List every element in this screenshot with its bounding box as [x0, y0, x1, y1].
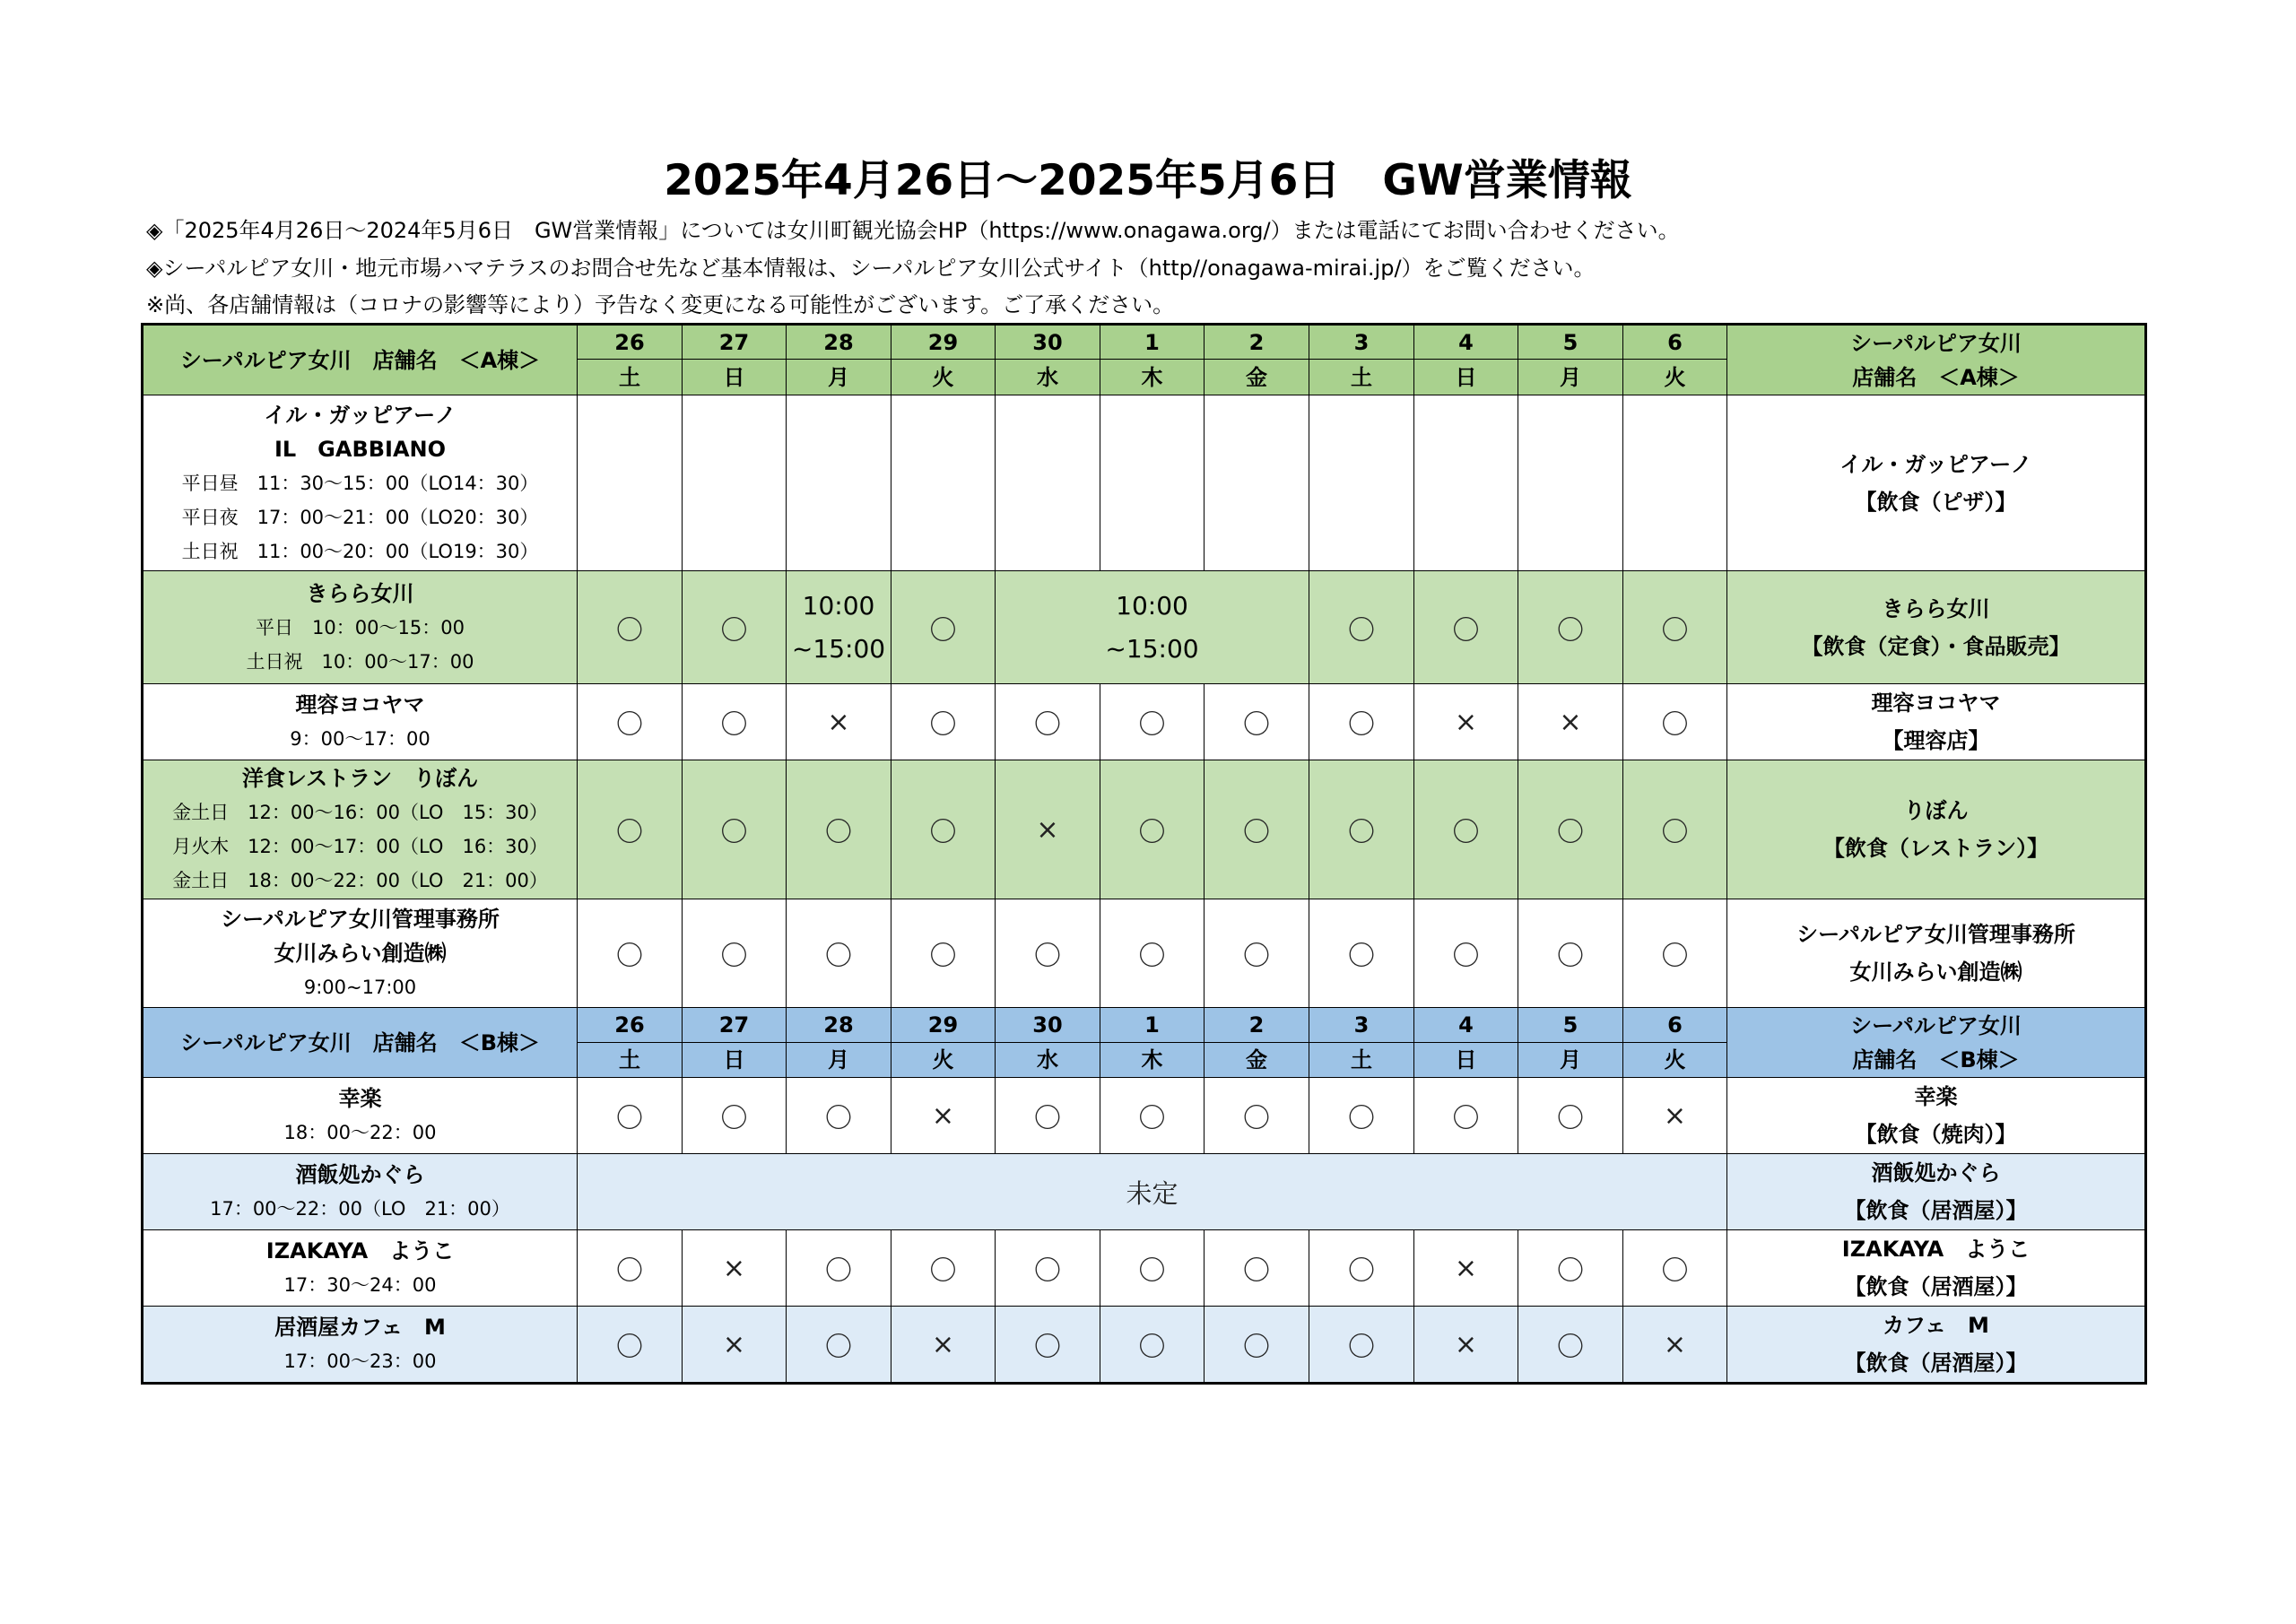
header-weekday: 月: [1518, 1043, 1623, 1078]
store-hours: 金土日 12：00～16：00（LO 15：30）: [172, 802, 548, 823]
status-cell: 〇: [683, 1078, 787, 1154]
store-name: 女川みらい創造㈱: [274, 941, 447, 966]
status-cell: 〇: [578, 760, 683, 899]
status-cell: 〇: [1518, 1078, 1623, 1154]
schedule-table: [141, 323, 2147, 1385]
status-cell: 〇: [1309, 760, 1414, 899]
store-hours: 9:00~17:00: [303, 977, 417, 998]
store-hours: 17：00～22：00（LO 21：00）: [210, 1198, 510, 1220]
header-date: 27: [683, 1008, 787, 1043]
header-weekday: 日: [1414, 1043, 1518, 1078]
store-category-line: 女川みらい創造㈱: [1849, 960, 2022, 985]
store-info: [143, 899, 578, 1008]
store-hours: 18：00～22：00: [283, 1122, 437, 1143]
store-row: [143, 395, 2146, 571]
status-cell: 〇: [1100, 684, 1205, 760]
status-cell: [1414, 395, 1518, 571]
status-cell: 〇: [891, 1230, 996, 1307]
header-weekday: 日: [1414, 360, 1518, 395]
header-date: 2: [1205, 325, 1309, 360]
store-row: [143, 1230, 2146, 1307]
status-cell: 〇: [996, 1078, 1100, 1154]
header-date: 30: [996, 325, 1100, 360]
time-line: ~15:00: [791, 633, 886, 664]
time-line: ~15:00: [1105, 633, 1199, 664]
store-category: [1727, 1307, 2146, 1384]
store-category-line: イル・ガッピアーノ: [1839, 451, 2032, 477]
header-date: 6: [1623, 1008, 1727, 1043]
store-category-line: りぼん: [1903, 798, 1969, 823]
store-name: イル・ガッピアーノ: [264, 402, 457, 428]
status-cell: 〇: [891, 899, 996, 1008]
store-hours: 土日祝 10：00～17：00: [246, 650, 474, 673]
header-right-line: シーパルピア女川: [1850, 330, 2022, 356]
status-cell: 〇: [1414, 571, 1518, 684]
status-cell: ×: [1623, 1078, 1727, 1154]
status-cell: 〇: [578, 1078, 683, 1154]
header-weekday: 土: [578, 360, 683, 395]
status-cell: 〇: [578, 684, 683, 760]
store-category-line: 【飲食（居酒屋）】: [1844, 1198, 2028, 1223]
status-cell: 〇: [1623, 899, 1727, 1008]
store-category: [1727, 684, 2146, 760]
note-line-1: ◈「2025年4月26日～2024年5月6日 GW営業情報」については女川町観光協会HP（https://www.onagawa.org/）または電話にてお問い合わせください。: [146, 218, 1680, 243]
status-cell: 〇: [1414, 760, 1518, 899]
status-cell: 〇: [1518, 571, 1623, 684]
header-date: 3: [1309, 1008, 1414, 1043]
header-row-dates: [143, 325, 2146, 360]
store-category-line: 【理容店】: [1882, 728, 1990, 753]
header-row-dates: [143, 1008, 2146, 1043]
header-weekday: 土: [1309, 360, 1414, 395]
status-cell: 〇: [1414, 1078, 1518, 1154]
header-weekday: 水: [996, 1043, 1100, 1078]
store-hours: 9：00～17：00: [290, 728, 430, 750]
header-date: 1: [1100, 1008, 1205, 1043]
store-hours: 平日夜 17：00～21：00（LO20：30）: [181, 506, 539, 528]
store-info: [143, 571, 578, 684]
header-weekday: 火: [1623, 360, 1727, 395]
status-cell: 〇: [578, 571, 683, 684]
status-cell: [1100, 395, 1205, 571]
header-weekday: 水: [996, 360, 1100, 395]
store-category-line: 理容ヨコヤマ: [1871, 690, 2001, 716]
store-row: [143, 1154, 2146, 1230]
status-cell: [1623, 395, 1727, 571]
status-cell: 〇: [683, 684, 787, 760]
status-cell: 〇: [578, 1230, 683, 1307]
status-cell: 〇: [1518, 1230, 1623, 1307]
status-cell: 〇: [1623, 571, 1727, 684]
header-date: 26: [578, 325, 683, 360]
header-right-line: 店舗名 ＜B棟＞: [1852, 1046, 2020, 1073]
status-cell: 〇: [1100, 1307, 1205, 1384]
status-cell: 〇: [1205, 1307, 1309, 1384]
status-cell: 〇: [996, 899, 1100, 1008]
store-hours: 平日 10：00～15：00: [256, 616, 465, 638]
store-category-line: 【飲食（定食）・食品販売】: [1801, 633, 2071, 659]
status-cell: 〇: [1518, 1307, 1623, 1384]
status-cell: 〇: [1309, 1230, 1414, 1307]
store-category-line: 酒飯処かぐら: [1871, 1160, 2001, 1185]
store-hours: 金土日 18：00～22：00（LO 21：00）: [172, 870, 548, 891]
status-cell: 〇: [578, 1307, 683, 1384]
store-category: [1727, 1230, 2146, 1307]
undecided-cell: 未定: [578, 1154, 1727, 1230]
status-cell: 〇: [1309, 1078, 1414, 1154]
status-cell: ×: [996, 760, 1100, 899]
store-info: [143, 1307, 578, 1384]
store-hours: 月火木 12：00～17：00（LO 16：30）: [172, 836, 548, 857]
status-cell: 〇: [787, 899, 891, 1008]
status-cell: 〇: [1205, 1230, 1309, 1307]
status-cell: 〇: [683, 571, 787, 684]
store-category-line: 【飲食（ピザ）】: [1855, 489, 2017, 515]
header-date: 3: [1309, 325, 1414, 360]
status-cell: 〇: [891, 571, 996, 684]
status-cell: [891, 395, 996, 571]
header-store-name: シーパルピア女川 店舗名 ＜A棟＞: [143, 325, 578, 395]
header-weekday: 日: [683, 1043, 787, 1078]
store-info: [143, 1230, 578, 1307]
store-category-line: カフェ M: [1883, 1313, 1989, 1338]
header-date: 29: [891, 325, 996, 360]
status-cell: 〇: [1205, 899, 1309, 1008]
status-cell: 〇: [1623, 760, 1727, 899]
store-info: [143, 1154, 578, 1230]
status-cell: ×: [1414, 1230, 1518, 1307]
status-cell: 〇: [996, 684, 1100, 760]
status-cell: 〇: [1309, 684, 1414, 760]
header-date: 30: [996, 1008, 1100, 1043]
header-weekday: 木: [1100, 1043, 1205, 1078]
status-cell: 〇: [1309, 571, 1414, 684]
header-weekday: 日: [683, 360, 787, 395]
header-store-name: シーパルピア女川 店舗名 ＜B棟＞: [143, 1008, 578, 1078]
status-cell: ×: [1623, 1307, 1727, 1384]
header-date: 6: [1623, 325, 1727, 360]
header-right-line: 店舗名 ＜A棟＞: [1852, 364, 2020, 390]
time-line: 10:00: [802, 590, 875, 621]
status-cell: ×: [1414, 1307, 1518, 1384]
header-weekday: 火: [1623, 1043, 1727, 1078]
store-category: [1727, 1078, 2146, 1154]
status-cell: [787, 395, 891, 571]
store-name: IL GABBIANO: [274, 436, 447, 462]
store-row: [143, 684, 2146, 760]
store-category-line: きらら女川: [1882, 595, 1990, 621]
time-cell: [787, 571, 891, 684]
header-weekday: 火: [891, 360, 996, 395]
status-cell: 〇: [787, 1307, 891, 1384]
store-info: [143, 760, 578, 899]
store-info: [143, 395, 578, 571]
status-cell: 〇: [891, 760, 996, 899]
status-cell: ×: [891, 1307, 996, 1384]
store-name: 酒飯処かぐら: [295, 1162, 425, 1187]
store-name: シーパルピア女川管理事務所: [221, 907, 500, 932]
store-category-line: 【飲食（居酒屋）】: [1844, 1350, 2028, 1376]
header-date: 28: [787, 1008, 891, 1043]
status-cell: 〇: [1100, 899, 1205, 1008]
store-hours: 平日昼 11：30～15：00（LO14：30）: [181, 472, 539, 494]
status-cell: 〇: [1100, 760, 1205, 899]
store-category: [1727, 571, 2146, 684]
header-weekday: 土: [578, 1043, 683, 1078]
page-title: 2025年4月26日～2025年5月6日 GW営業情報: [664, 156, 1632, 205]
store-category: [1727, 899, 2146, 1008]
header-date: 28: [787, 325, 891, 360]
status-cell: 〇: [787, 760, 891, 899]
header-store-name-right: [1727, 1008, 2146, 1078]
store-category: [1727, 395, 2146, 571]
time-cell-span: [996, 571, 1309, 684]
store-row: [143, 760, 2146, 899]
store-name: きらら女川: [306, 580, 414, 606]
status-cell: [1309, 395, 1414, 571]
header-weekday: 木: [1100, 360, 1205, 395]
store-category-line: 【飲食（レストラン）】: [1822, 836, 2049, 861]
status-cell: 〇: [1205, 760, 1309, 899]
store-category: [1727, 1154, 2146, 1230]
status-cell: [683, 395, 787, 571]
note-line-2: ◈シーパルピア女川・地元市場ハマテラスのお問合せ先など基本情報は、シーパルピア女川公式サイト（http//onagawa-mirai.jp/）をご覧ください。: [146, 256, 1596, 281]
header-date: 5: [1518, 1008, 1623, 1043]
status-cell: 〇: [1623, 684, 1727, 760]
status-cell: 〇: [1309, 1307, 1414, 1384]
header-date: 5: [1518, 325, 1623, 360]
status-cell: 〇: [1623, 1230, 1727, 1307]
store-hours: 17：30～24：00: [283, 1274, 437, 1296]
note-line-3: ※尚、各店舗情報は（コロナの影響等により）予告なく変更になる可能性がございます。ご了承ください。: [146, 292, 1175, 317]
status-cell: ×: [1414, 684, 1518, 760]
status-cell: 〇: [1414, 899, 1518, 1008]
status-cell: ×: [891, 1078, 996, 1154]
status-cell: 〇: [1309, 899, 1414, 1008]
header-date: 4: [1414, 325, 1518, 360]
header-weekday: 土: [1309, 1043, 1414, 1078]
header-date: 1: [1100, 325, 1205, 360]
status-cell: [578, 395, 683, 571]
header-weekday: 月: [787, 1043, 891, 1078]
status-cell: 〇: [683, 899, 787, 1008]
status-cell: [996, 395, 1100, 571]
time-line: 10:00: [1116, 590, 1188, 621]
header-right-line: シーパルピア女川: [1850, 1012, 2022, 1038]
header-weekday: 火: [891, 1043, 996, 1078]
store-name: 洋食レストラン りぼん: [241, 766, 479, 791]
status-cell: 〇: [996, 1230, 1100, 1307]
status-cell: 〇: [1100, 1078, 1205, 1154]
store-category-line: シーパルピア女川管理事務所: [1796, 922, 2075, 947]
header-weekday: 月: [787, 360, 891, 395]
store-info: [143, 1078, 578, 1154]
store-category-line: 幸楽: [1914, 1084, 1958, 1109]
store-row: [143, 571, 2146, 684]
status-cell: ×: [683, 1230, 787, 1307]
status-cell: 〇: [1518, 760, 1623, 899]
store-row: [143, 1078, 2146, 1154]
store-row: [143, 1307, 2146, 1384]
header-date: 29: [891, 1008, 996, 1043]
store-category-line: 【飲食（居酒屋）】: [1844, 1274, 2028, 1299]
status-cell: 〇: [996, 1307, 1100, 1384]
header-weekday: 金: [1205, 360, 1309, 395]
status-cell: [1518, 395, 1623, 571]
status-cell: 〇: [1205, 684, 1309, 760]
status-cell: 〇: [578, 899, 683, 1008]
store-name: 理容ヨコヤマ: [295, 692, 425, 717]
header-date: 26: [578, 1008, 683, 1043]
store-name: 居酒屋カフェ M: [274, 1315, 446, 1340]
status-cell: [1205, 395, 1309, 571]
header-weekday: 月: [1518, 360, 1623, 395]
store-hours: 17：00～23：00: [283, 1350, 437, 1372]
status-cell: 〇: [1205, 1078, 1309, 1154]
status-cell: 〇: [1100, 1230, 1205, 1307]
store-category: [1727, 760, 2146, 899]
store-hours: 土日祝 11：00～20：00（LO19：30）: [181, 540, 539, 562]
status-cell: 〇: [787, 1078, 891, 1154]
status-cell: 〇: [1518, 899, 1623, 1008]
store-name: IZAKAYA ようこ: [265, 1238, 455, 1264]
header-date: 27: [683, 325, 787, 360]
store-row: [143, 899, 2146, 1008]
header-store-name-right: [1727, 325, 2146, 395]
header-weekday: 金: [1205, 1043, 1309, 1078]
status-cell: ×: [683, 1307, 787, 1384]
header-date: 2: [1205, 1008, 1309, 1043]
store-category-line: 【飲食（焼肉）】: [1855, 1122, 2017, 1147]
status-cell: ×: [1518, 684, 1623, 760]
store-info: [143, 684, 578, 760]
status-cell: 〇: [683, 760, 787, 899]
status-cell: ×: [787, 684, 891, 760]
store-name: 幸楽: [338, 1086, 382, 1111]
header-date: 4: [1414, 1008, 1518, 1043]
status-cell: 〇: [891, 684, 996, 760]
store-category-line: IZAKAYA ようこ: [1841, 1237, 2031, 1262]
status-cell: 〇: [787, 1230, 891, 1307]
